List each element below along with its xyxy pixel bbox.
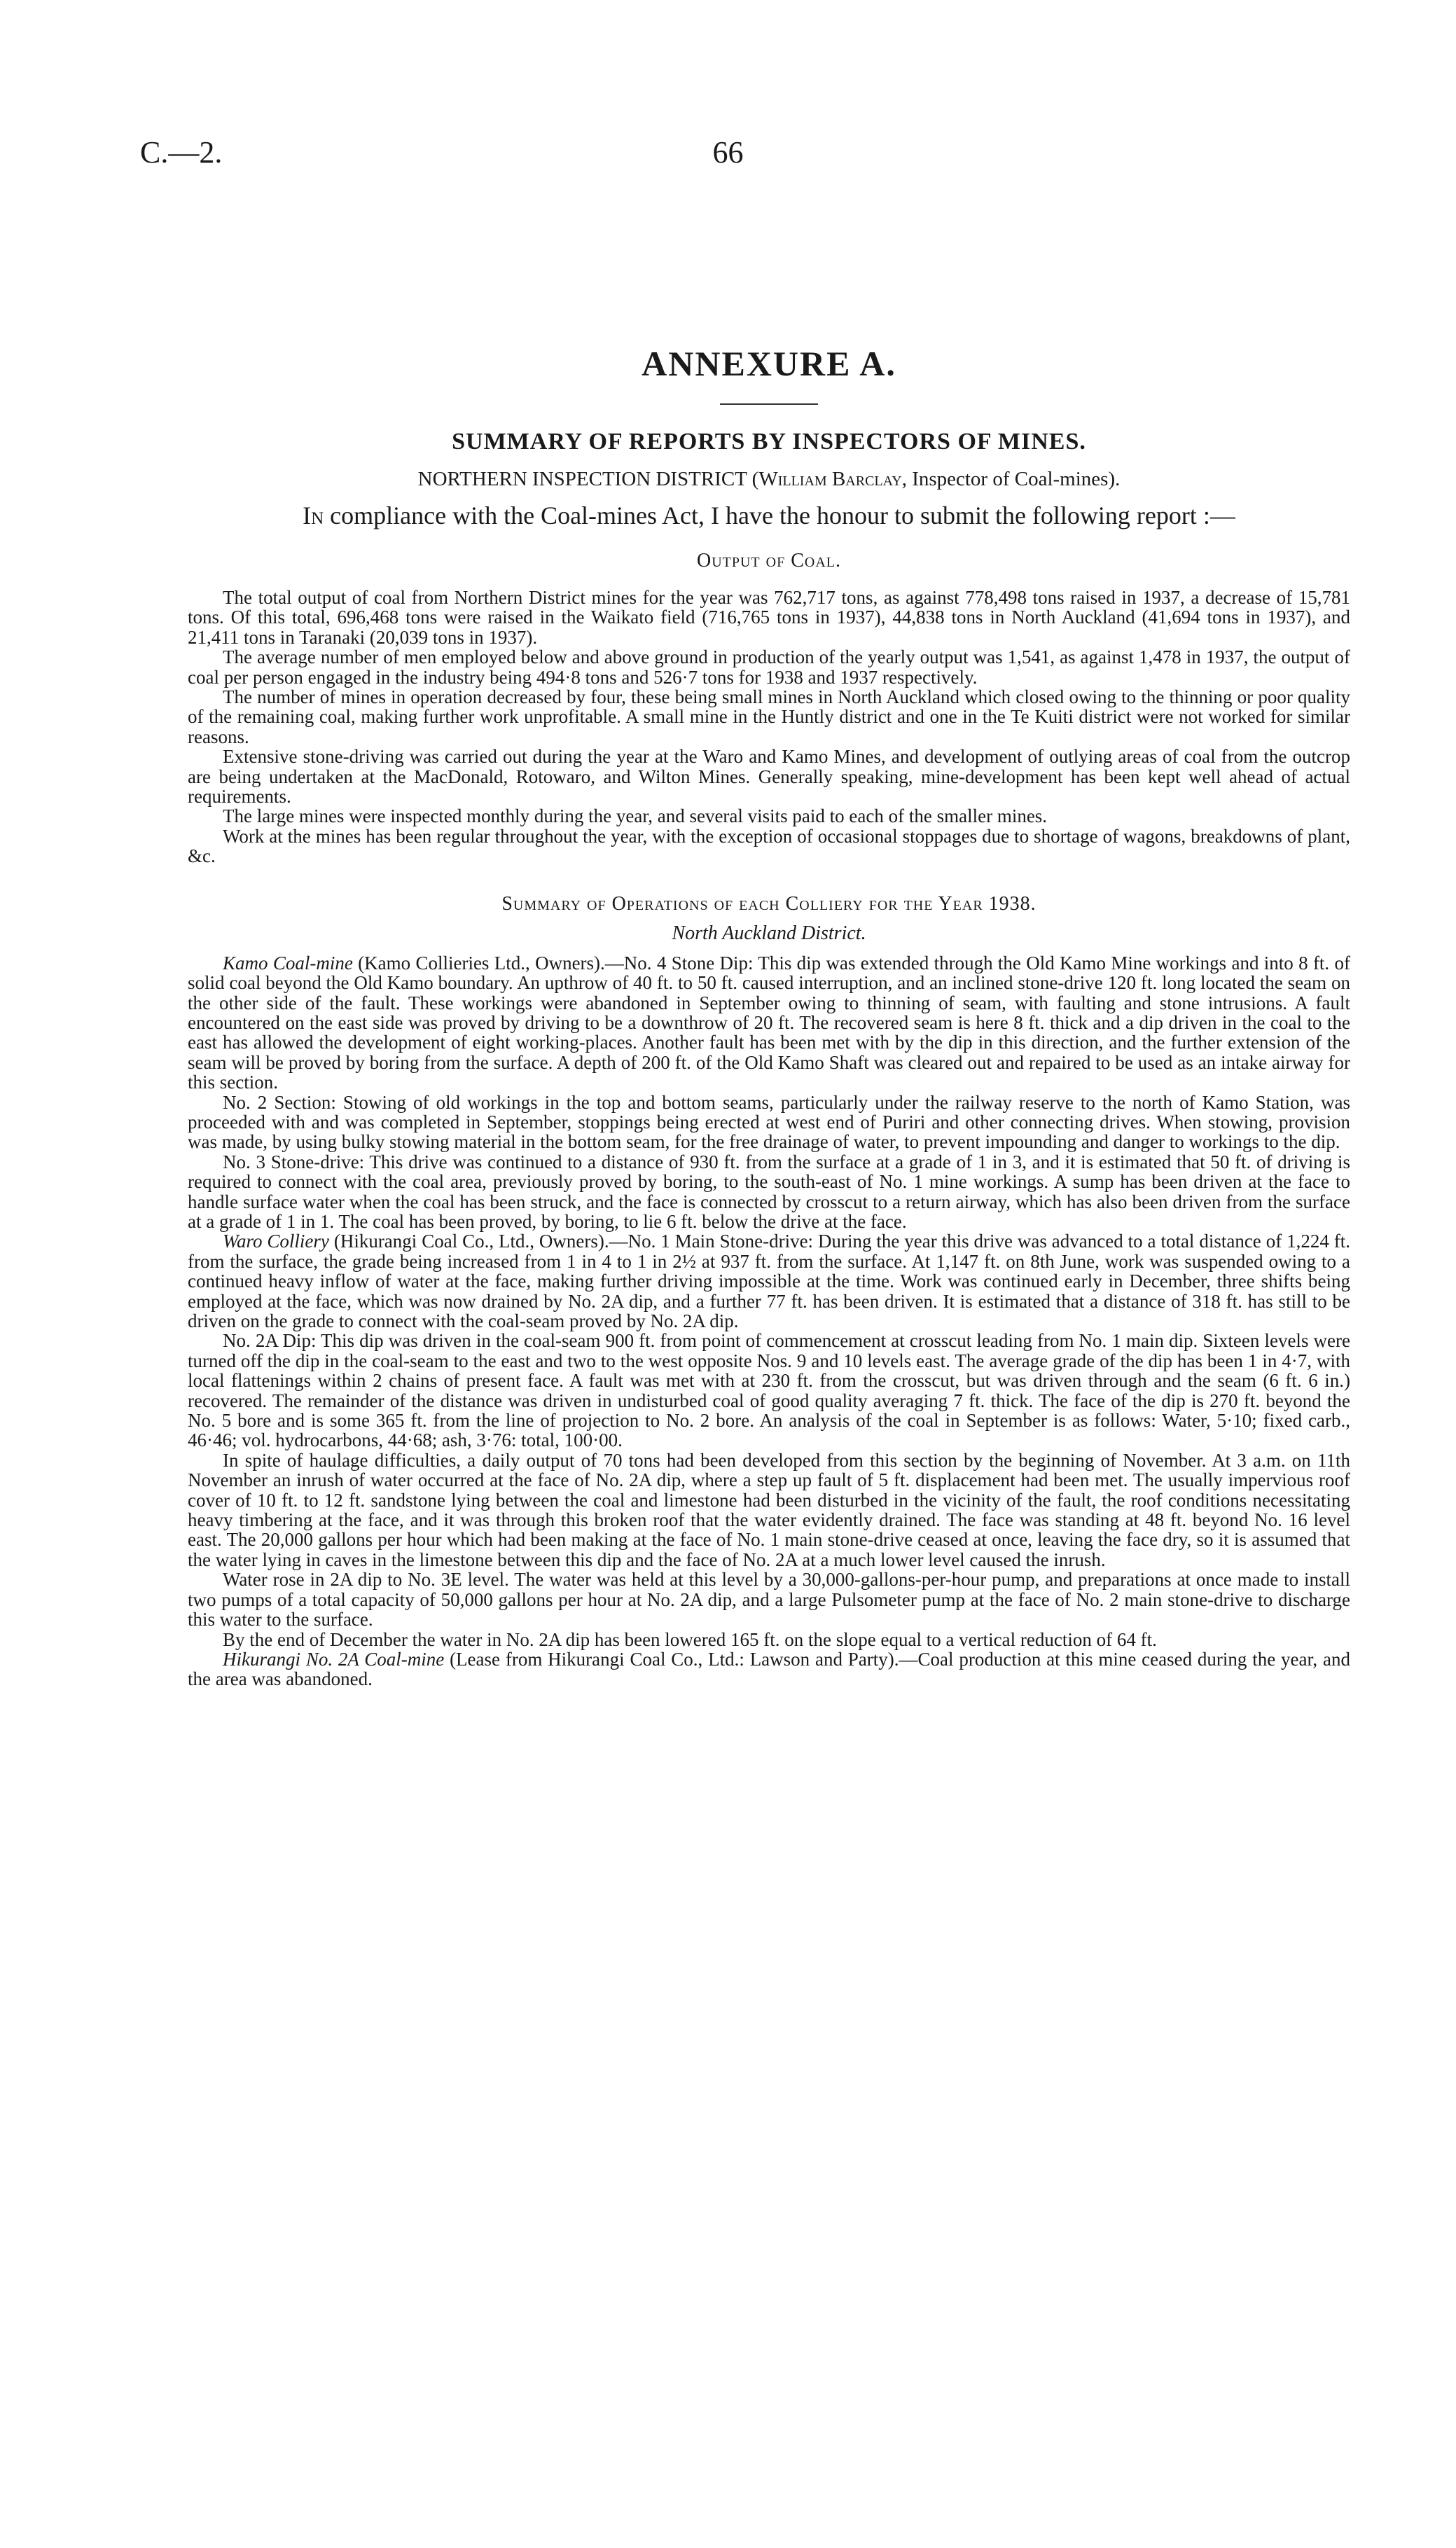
summary-title: SUMMARY OF REPORTS BY INSPECTORS OF MINES. xyxy=(452,429,1086,455)
paragraph-text: No. 3 Stone-drive: This drive was continued to a distance of 930 ft. from the surface at a grade of 1 in 3, and it is estimated that 50 ft. of driving is required to connect with the coal area, previously proved by boring, to the south-east of No. 1 mine workings. A sump has been driven at the face to handle surface water when the coal has been struck, and the face is connected by crosscut to a return airway, which has also been driven from the surface at a grade of 1 in 1. The coal has been proved, by boring, to lie 6 ft. below the drive at the face. xyxy=(188,1151,1350,1232)
output-heading: Output of Coal. xyxy=(696,550,841,572)
paragraph-text: (Kamo Collieries Ltd., Owners).—No. 4 Stone Dip: This dip was extended through the Old Kamo Mine workings and into 8 ft. of solid coal beyond the Old Kamo boundary. An upthrow of 40 ft. to 50 ft. caused interruption, and an inclined stone-drive 120 ft. long located the seam on the other side of the fault. These workings were abandoned in September owing to thinning of seam, with faulting and stone intrusions. A fault encountered on the east side was proved by driving to be a downthrow of 20 ft. The recovered seam is here 8 ft. thick and a dip driven in the coal to the east has allowed the development of eight working-places. Another fault has been met with by the dip in this direction, and the further extension of the seam will be proved by boring from the surface. A depth of 200 ft. of the Old Kamo Shaft was cleared out and repaired to be used as an intake airway for this section. xyxy=(188,952,1350,1093)
document-reference: C.—2. xyxy=(140,135,223,169)
compliance-statement xyxy=(188,501,1350,530)
title-divider xyxy=(720,403,818,405)
compliance-lead: In xyxy=(303,501,324,529)
paragraph-text: No. 2 Section: Stowing of old workings in the top and bottom seams, particularly under the railway reserve to the north of Kamo Station, was proceeded with and was completed in September, stoppings being erected at west end of Puriri and other connecting drives. When stowing, provision was made, by using bulky stowing material in the bottom seam, for the free drainage of water, to prevent impounding and danger to workings to the dip. xyxy=(188,1091,1350,1153)
colliery-name: Hikurangi No. 2A Coal-mine xyxy=(223,1648,445,1670)
operations-heading: Summary of Operations of each Colliery for the Year 1938. xyxy=(501,892,1036,915)
paragraph xyxy=(188,1152,1350,1232)
paragraph-text: (Hikurangi Coal Co., Ltd., Owners).—No. 1 Main Stone-drive: During the year this drive was advanced to a total distance of 1,224 ft. from the surface, the grade being increased from 1 in 4 to 1 in 2½ at 937 ft. from the surface. At 1,147 ft. on 8th June, work was suspended owing to a continued heavy inflow of water at the face, making further driving impossible at the time. Work was continued early in December, three shifts being employed at the face, which was now drained by No. 2A dip, and a further 77 ft. has been driven. It is estimated that a distance of 318 ft. has still to be driven on the grade to connect with the coal-seam proved by No. 2A dip. xyxy=(188,1231,1350,1331)
paragraph-text: By the end of December the water in No. 2A dip has been lowered 165 ft. on the slope equal to a vertical reduction of 64 ft. xyxy=(223,1628,1157,1650)
paragraph xyxy=(188,1231,1350,1331)
colliery-name: Kamo Coal-mine xyxy=(223,952,353,974)
paragraph: The average number of men employed below and above ground in production of the yearly output was 1,541, as against 1,478 in 1937, the output of coal per person engaged in the industry being 494·8 tons and 526·7 tons for 1938 and 1937 respectively. xyxy=(188,646,1350,688)
inspector-name: William Barclay xyxy=(758,468,902,490)
compliance-text: compliance with the Coal-mines Act, I have the honour to submit the following report :— xyxy=(324,501,1235,529)
paragraph: Extensive stone-driving was carried out during the year at the Waro and Kamo Mines, and development of outlying areas of coal from the outcrop are being undertaken at the MacDonald, Rotowaro, and Wilton Mines. Generally speaking, mine-development has been kept well ahead of actual requirements. xyxy=(188,746,1350,808)
paragraph xyxy=(188,1630,1350,1649)
district-prefix: NORTHERN INSPECTION DISTRICT ( xyxy=(417,468,759,490)
paragraph xyxy=(188,1331,1350,1450)
paragraph xyxy=(188,1450,1350,1570)
page-number: 66 xyxy=(712,135,744,169)
district-subheading: North Auckland District. xyxy=(672,922,866,944)
paragraph: Work at the mines has been regular throughout the year, with the exception of occasional stoppages due to shortage of wagons, breakdowns of plant, &c. xyxy=(188,825,1350,867)
page-header xyxy=(140,134,1316,176)
paragraph-text: Water rose in 2A dip to No. 3E level. The water was held at this level by a 30,000-gallons-per-hour pump, and preparations at once made to install two pumps of a total capacity of 50,000 gallons per hour at No. 2A dip, and a large Pulsometer pump at the face of No. 2 main stone-drive to discharge this water to the surface. xyxy=(188,1569,1350,1630)
paragraph-text: (Lease from Hikurangi Coal Co., Ltd.: Lawson and Party).—Coal production at this mine ceased during the year, and the area was abandoned. xyxy=(188,1648,1350,1690)
paragraph-text: In spite of haulage difficulties, a daily output of 70 tons had been developed from this section by the beginning of November. At 3 a.m. on 11th November an inrush of water occurred at the face of No. 2A dip, where a step up fault of 5 ft. displacement had been met. The usually impervious roof cover of 10 ft. to 12 ft. sandstone lying between the coal and limestone had been disturbed in the vicinity of the fault, the roof conditions necessitating heavy timbering at the face, and it was through this broken roof that the water evidently drained. The face was standing at 48 ft. beyond No. 16 level east. The 20,000 gallons per hour which had been making at the face of No. 1 main stone-drive ceased at once, leaving the face dry, so it is assumed that the water lying in caves in the limestone between this dip and the face of No. 2A at a much lower level caused the inrush. xyxy=(188,1449,1350,1570)
colliery-name: Waro Colliery xyxy=(223,1231,329,1252)
paragraph xyxy=(188,1570,1350,1629)
operations-section xyxy=(188,953,1350,1689)
annexure-title: ANNEXURE A. xyxy=(642,344,896,383)
district-line xyxy=(188,468,1350,491)
paragraph: The large mines were inspected monthly during the year, and several visits paid to each of the smaller mines. xyxy=(223,805,1048,827)
paragraph: The total output of coal from Northern District mines for the year was 762,717 tons, as against 778,498 tons raised in 1937, a decrease of 15,781 tons. Of this total, 696,468 tons were raised in the Waikato field (716,765 tons in 1937), 44,838 tons in North Auckland (41,694 tons in 1937), and 21,411 tons in Taranaki (20,039 tons in 1937). xyxy=(188,587,1350,648)
paragraph-text: No. 2A Dip: This dip was driven in the coal-seam 900 ft. from point of commencement at crosscut leading from No. 1 main dip. Sixteen levels were turned off the dip in the coal-seam to the east and two to the west opposite Nos. 9 and 10 levels east. The average grade of the dip has been 1 in 4·7, with local flattenings within 2 chains of present face. A fault was met with at 230 ft. from the crosscut, but was driven through and the seam (6 ft. 6 in.) recovered. The remainder of the distance was driven in undisturbed coal of good quality averaging 7 ft. thick. The face of the dip is 270 ft. beyond the No. 5 bore and is some 365 ft. from the line of projection to No. 2 bore. An analysis of the coal in September is as follows: Water, 5·10; fixed carb., 46·46; vol. hydrocarbons, 44·68; ash, 3·76: total, 100·00. xyxy=(188,1330,1350,1451)
page-content xyxy=(188,343,1350,1689)
output-section xyxy=(188,588,1350,866)
district-suffix: , Inspector of Coal-mines). xyxy=(901,468,1121,490)
paragraph: The number of mines in operation decreased by four, these being small mines in North Auckland which closed owing to the thinning or poor quality of the remaining coal, making further work unprofitable. A small mine in the Huntly district and one in the Te Kuiti district were not worked for similar reasons. xyxy=(188,686,1350,747)
paragraph xyxy=(188,953,1350,1093)
paragraph xyxy=(188,1649,1350,1689)
paragraph xyxy=(188,1093,1350,1152)
